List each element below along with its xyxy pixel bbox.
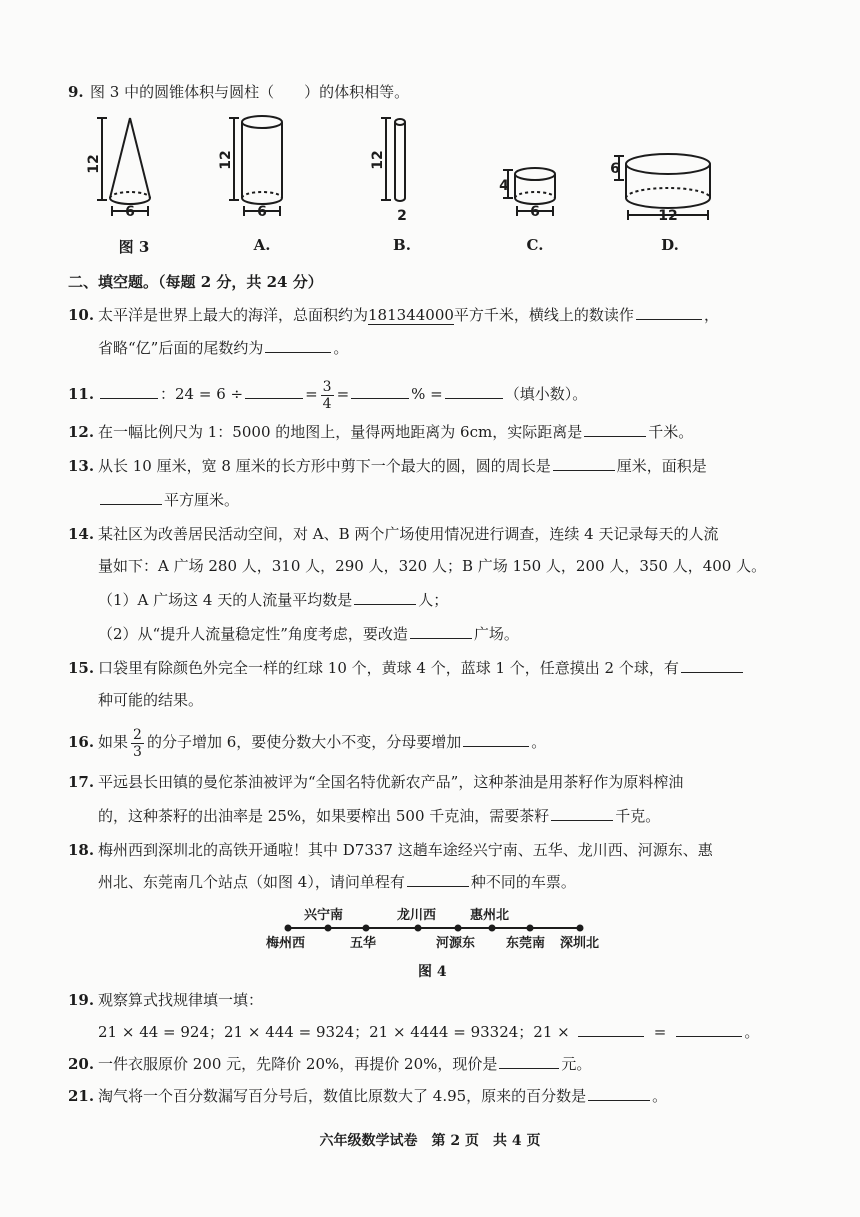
station-label: 深圳北: [560, 936, 600, 951]
question-19: [68, 990, 263, 1010]
answer-blank[interactable]: [636, 305, 702, 320]
question-number: 21.: [68, 1087, 95, 1105]
answer-blank[interactable]: [551, 806, 613, 821]
question-text: 梅州西到深圳北的高铁开通啦！其中 D7337 这趟车途经兴宁南、五华、龙川西、河源东、惠: [98, 841, 713, 859]
c-diameter-label: 6: [530, 204, 540, 220]
station-label: 惠州北: [470, 908, 510, 923]
question-number: 19.: [68, 991, 95, 1009]
cone-figure: [97, 118, 150, 216]
a-height-label: 12: [218, 150, 234, 170]
question-number: 17.: [68, 773, 95, 791]
cylinder-c-figure: [503, 168, 555, 216]
question-text: （填小数）。: [504, 385, 588, 403]
fig3-height-label: 12: [86, 154, 102, 174]
question-9: [68, 82, 409, 102]
question-text: 平远县长田镇的曼佗茶油被评为“全国名特优新农产品”，这种茶油是用茶籽作为原料榨油: [98, 773, 684, 791]
station-label: 龙川西: [397, 908, 437, 923]
answer-blank[interactable]: [681, 658, 743, 673]
station-label: 河源东: [436, 936, 476, 951]
question-number: 18.: [68, 841, 95, 859]
cylinder-a-figure: [229, 116, 282, 216]
fraction: [321, 379, 334, 412]
answer-blank[interactable]: [676, 1022, 742, 1037]
equals-sign: =: [653, 1023, 667, 1041]
question-text: 厘米，面积是: [616, 457, 707, 475]
question-20: [68, 1054, 591, 1074]
option-b-label: B.: [393, 236, 411, 254]
answer-blank[interactable]: [410, 624, 472, 639]
question-text: =: [305, 385, 318, 403]
question-text: 平方厘米。: [164, 491, 240, 509]
question-14-line2: 量如下：A 广场 280 人，310 人，290 人，320 人；B 广场 150 人，200 人，350 人，400 人。: [98, 557, 767, 575]
answer-blank[interactable]: [265, 338, 331, 353]
question-text: 人；: [418, 591, 449, 609]
question-18: [68, 840, 713, 860]
question-text: 的分子增加 6，要使分数大小不变，分母要增加: [146, 733, 462, 751]
question-number: 20.: [68, 1055, 95, 1073]
question-15-line2: 种可能的结果。: [98, 691, 204, 709]
question-17: [68, 772, 683, 792]
question-number: 9.: [68, 83, 84, 101]
question-text: ：24 = 6 ÷: [160, 385, 244, 403]
d-diameter-label: 12: [658, 208, 678, 224]
question-text: 观察算式找规律填一填：: [98, 991, 264, 1009]
answer-blank[interactable]: [100, 490, 162, 505]
question-text: 种不同的车票。: [470, 873, 576, 891]
station-label: 东莞南: [506, 936, 546, 951]
question-text: 太平洋是世界上最大的海洋，总面积约为: [98, 306, 369, 324]
punctuation: 。: [744, 1023, 760, 1041]
question-number: 10.: [68, 306, 95, 324]
answer-blank[interactable]: [245, 384, 303, 399]
fraction-denominator: 4: [322, 395, 332, 412]
station-label: 五华: [350, 936, 377, 951]
question-19-formula: [98, 1022, 759, 1042]
answer-blank[interactable]: [553, 456, 615, 471]
question-11: [68, 374, 587, 414]
question-number: 14.: [68, 525, 95, 543]
question-text: 广场。: [473, 625, 519, 643]
question-text: 从长 10 厘米，宽 8 厘米的长方形中剪下一个最大的圆，圆的周长是: [98, 457, 551, 475]
question-text: 千克。: [615, 807, 661, 825]
question-13-line2: [98, 490, 239, 510]
question-text: % =: [411, 385, 443, 403]
option-a-label: A.: [253, 236, 271, 254]
question-text: 淘气将一个百分数漏写百分号后，数值比原数大了 4.95，原来的百分数是: [98, 1087, 587, 1105]
question-text: 平方千米，横线上的数读作: [453, 306, 634, 324]
question-12: [68, 422, 693, 442]
punctuation: 。: [333, 339, 349, 357]
question-16: [68, 722, 546, 762]
question-text: 图 3 中的圆锥体积与圆柱（ ）的体积相等。: [90, 83, 410, 101]
d-height-label: 6: [610, 161, 620, 177]
station-label: 兴宁南: [304, 908, 344, 923]
figures-diagram: [0, 110, 860, 240]
fraction-numerator: 3: [322, 378, 332, 395]
fig4-label: 图 4: [418, 964, 447, 980]
answer-blank[interactable]: [463, 732, 529, 747]
b-height-label: 12: [370, 150, 386, 170]
question-text: 州北、东莞南几个站点（如图 4），请问单程有: [98, 873, 405, 891]
question-10-line2: [98, 338, 348, 358]
question-text: 元。: [561, 1055, 592, 1073]
question-text: 如果: [98, 733, 129, 751]
question-14-sub1: [98, 590, 448, 610]
question-text: （2）从“提升人流量稳定性”角度考虑，要改造: [98, 625, 408, 643]
fraction-numerator: 2: [133, 726, 142, 743]
question-17-line2: [98, 806, 660, 826]
question-10: [68, 305, 719, 325]
answer-blank[interactable]: [100, 384, 158, 399]
question-text: =: [336, 385, 350, 403]
question-text: 一件衣服原价 200 元，先降价 20%，再提价 20%，现价是: [98, 1055, 498, 1073]
answer-blank[interactable]: [354, 590, 416, 605]
answer-blank[interactable]: [578, 1022, 644, 1037]
question-number: 12.: [68, 423, 95, 441]
question-21: [68, 1086, 667, 1106]
punctuation: 。: [652, 1087, 668, 1105]
answer-blank[interactable]: [445, 384, 503, 399]
answer-blank[interactable]: [351, 384, 409, 399]
punctuation: ，: [703, 306, 719, 324]
underlined-number: 181344000: [368, 306, 454, 324]
fraction: [131, 727, 144, 760]
station-label: 梅州西: [266, 936, 306, 951]
question-14: [68, 524, 718, 544]
question-number: 15.: [68, 659, 95, 677]
formula-text: 21 × 44 = 924；21 × 444 = 9324；21 × 4444 = 93324；21 ×: [98, 1023, 570, 1041]
page-footer: 六年级数学试卷 第 2 页 共 4 页: [319, 1133, 541, 1149]
question-text: 省略“亿”后面的尾数约为: [98, 339, 264, 357]
option-d-label: D.: [661, 236, 679, 254]
c-height-label: 4: [499, 178, 509, 194]
question-text: 千米。: [648, 423, 694, 441]
b-diameter-label: 2: [397, 208, 407, 224]
section-heading: 二、填空题。（每题 2 分，共 24 分）: [68, 273, 323, 291]
fig3-diameter-label: 6: [125, 204, 135, 220]
question-18-line2: [98, 872, 576, 892]
question-text: 的，这种茶籽的出油率是 25%，如果要榨出 500 千克油，需要茶籽: [98, 807, 550, 825]
option-c-label: C.: [526, 236, 544, 254]
question-text: 某社区为改善居民活动空间，对 A、B 两个广场使用情况进行调查，连续 4 天记录每天的人流: [98, 525, 719, 543]
fraction-denominator: 3: [133, 743, 142, 760]
question-number: 16.: [68, 733, 95, 751]
question-text: 在一幅比例尺为 1：5000 的地图上，量得两地距离为 6cm，实际距离是: [98, 423, 583, 441]
answer-blank[interactable]: [407, 872, 469, 887]
answer-blank[interactable]: [499, 1054, 559, 1069]
a-diameter-label: 6: [257, 204, 267, 220]
question-13: [68, 456, 707, 476]
question-text: 口袋里有除颜色外完全一样的红球 10 个，黄球 4 个，蓝球 1 个，任意摸出 2 个球，有: [98, 659, 679, 677]
fig3-label: 图 3: [118, 238, 150, 256]
question-14-sub2: [98, 624, 519, 644]
answer-blank[interactable]: [588, 1086, 650, 1101]
answer-blank[interactable]: [584, 422, 646, 437]
punctuation: 。: [531, 733, 547, 751]
question-15: [68, 658, 745, 678]
question-number: 11.: [68, 385, 95, 403]
question-text: （1）A 广场这 4 天的人流量平均数是: [98, 591, 353, 609]
question-number: 13.: [68, 457, 95, 475]
